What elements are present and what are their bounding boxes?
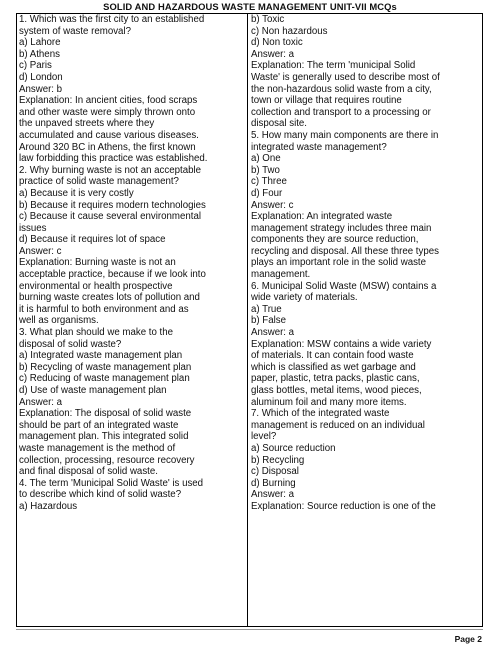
text-line: a) Hazardous [19,500,78,512]
text-line: it is harmful to both environment and as [19,303,189,315]
text-line: Explanation: In ancient cities, food scraps [19,95,198,107]
text-line: Explanation: Source reduction is one of the [251,500,436,512]
text-line: town or village that requires routine [251,95,402,107]
text-line: disposal site. [251,118,308,130]
text-line: d) Use of waste management plan [19,385,167,396]
text-line: b) Two [251,164,280,176]
text-line: well as organisms. [19,315,99,327]
text-line: b) Because it requires modern technologies [19,199,206,211]
text-line: law forbidding this practice was established. [19,153,208,165]
text-line: Answer: c [251,199,294,211]
text-line: d) London [19,71,63,83]
document-title: SOLID AND HAZARDOUS WASTE MANAGEMENT UNIT-VII MCQs [103,1,397,12]
text-line: practice of solid waste management? [19,176,179,188]
text-line: recycling and disposal. All these three types [251,245,439,257]
text-line: 6. Municipal Solid Waste (MSW) contains a [251,280,437,292]
text-line: Explanation: MSW contains a wide variety [251,338,432,350]
text-line: and final disposal of solid waste. [19,466,158,478]
column-divider [247,13,248,627]
text-line: a) Lahore [19,37,61,49]
text-line: level? [251,431,277,443]
text-line: b) False [251,315,286,327]
text-line: b) Toxic [251,14,285,25]
text-line: 5. How many main components are there in [251,129,439,141]
text-line: issues [19,222,47,234]
text-line: c) Paris [19,60,52,72]
text-line: c) Three [251,176,287,188]
text-line: the unpaved streets where they [19,118,155,130]
text-line: Explanation: Burning waste is not an [19,257,176,269]
text-line: management. [251,269,311,281]
text-line: waste management is the method of [19,442,176,454]
footer-rule [16,629,483,630]
text-line: accumulated and cause various diseases. [19,129,199,141]
text-line: burning waste creates lots of pollution and [19,292,200,304]
text-line: the non-hazardous solid waste from a city, [251,83,432,95]
text-line: c) Disposal [251,466,299,478]
text-line: 4. The term 'Municipal Solid Waste' is used [19,477,204,489]
text-line: integrated waste management? [251,141,387,153]
text-line: b) Recycling [251,454,305,466]
text-line: d) Because it requires lot of space [19,234,166,246]
text-line: which is classified as wet garbage and [251,361,416,373]
text-line: wide variety of materials. [251,292,358,304]
text-line: Answer: b [19,83,63,95]
text-line: acceptable practice, because if we look into [19,269,206,281]
text-line: c) Because it cause several environmental [19,211,202,223]
right-column [251,14,481,513]
text-line: aluminum foil and many more items. [251,396,407,408]
text-line: management plan. This integrated solid [19,431,189,443]
text-line: d) Burning [251,477,296,489]
text-line: of materials. It can contain food waste [251,350,414,362]
text-line: 7. Which of the integrated waste [251,408,390,420]
text-line: a) Source reduction [251,442,336,454]
text-line: disposal of solid waste? [19,338,122,350]
text-line: b) Athens [19,48,60,60]
text-line: Explanation: The term 'municipal Solid [251,60,416,72]
text-line: Answer: c [19,245,62,257]
text-line: a) One [251,153,281,165]
text-line: collection and transport to a processing or [251,106,431,118]
text-line: paper, plastic, tetra packs, plastic cans, [251,373,420,385]
text-line: to describe which kind of solid waste? [19,489,182,501]
text-line: b) Recycling of waste management plan [19,361,192,373]
page-number: Page 2 [454,634,482,644]
text-line: a) Integrated waste management plan [19,350,183,362]
text-line: Waste' is generally used to describe most of [251,71,440,83]
text-line: Answer: a [251,327,295,339]
text-line: glass bottles, metal items, wood pieces, [251,385,422,396]
left-column [19,14,245,513]
text-line: 3. What plan should we make to the [19,327,174,339]
text-line: and other waste were simply thrown onto [19,106,196,118]
text-line: management strategy includes three main [251,222,432,234]
text-line: c) Reducing of waste management plan [19,373,190,385]
text-line: 2. Why burning waste is not an acceptable [19,164,202,176]
text-line: Answer: a [251,489,295,501]
text-line: a) Because it is very costly [19,187,134,199]
text-line: system of waste removal? [19,25,131,37]
text-line: Explanation: The disposal of solid waste [19,408,192,420]
text-line: management is reduced on an individual [251,419,425,431]
text-line: environmental or health prospective [19,280,173,292]
text-line: plays an important role in the solid waste [251,257,427,269]
text-line: a) True [251,303,282,315]
text-line: components they are source reduction, [251,234,419,246]
text-line: d) Four [251,187,283,199]
text-line: Explanation: An integrated waste [251,211,393,223]
text-line: Around 320 BC in Athens, the first known [19,141,196,153]
text-line: 1. Which was the first city to an established [19,14,205,25]
text-line: Answer: a [19,396,63,408]
text-line: collection, processing, resource recovery [19,454,195,466]
text-line: should be part of an integrated waste [19,419,179,431]
text-line: Answer: a [251,48,295,60]
text-line: c) Non hazardous [251,25,328,37]
text-line: d) Non toxic [251,37,303,49]
